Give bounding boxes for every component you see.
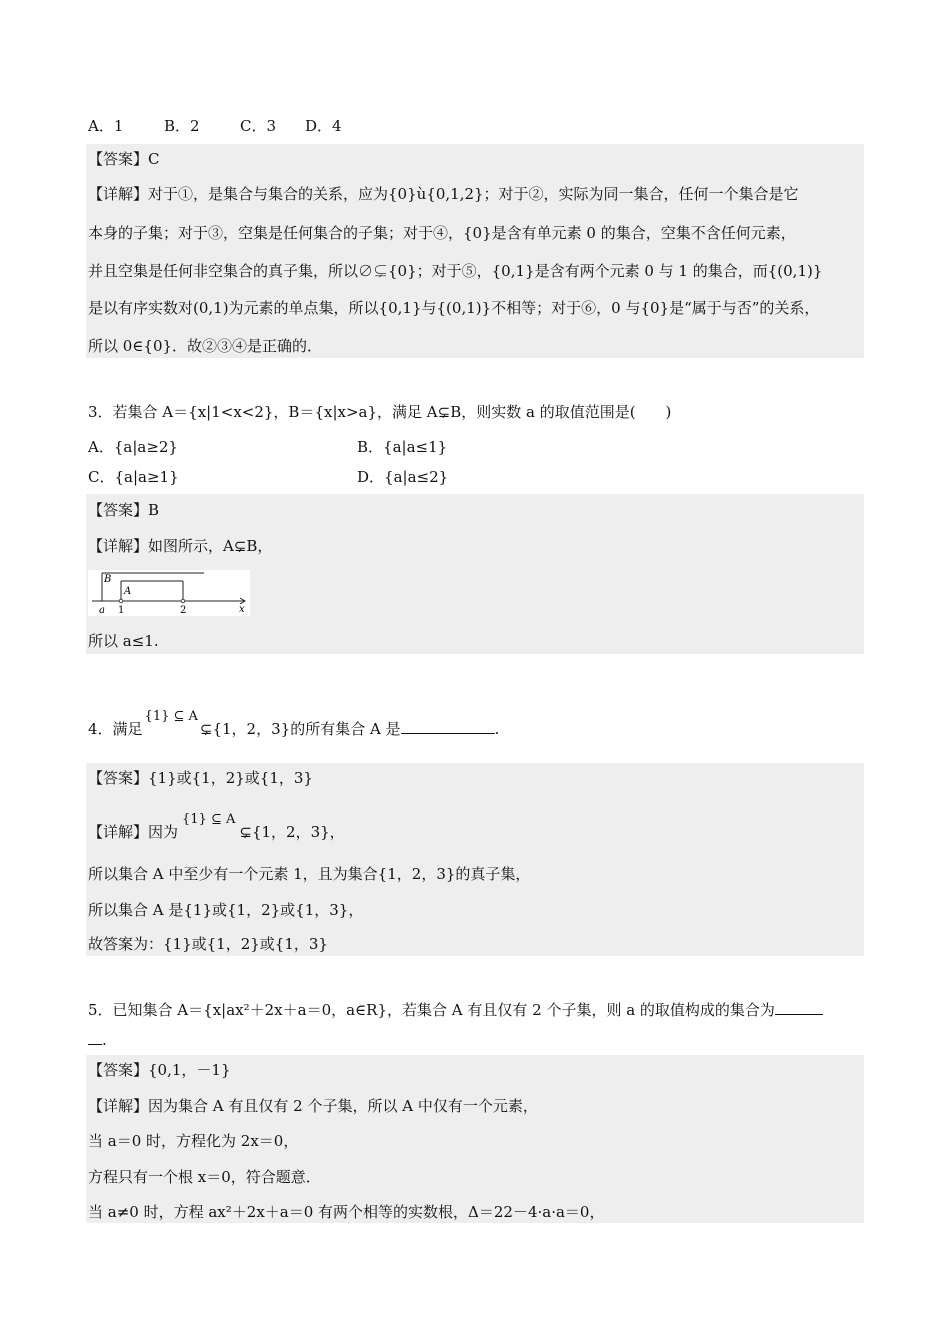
q2-detail-line-3: 并且空集是任何非空集合的真子集，所以∅⊊{0}；对于⑤，{0,1}是含有两个元素 0 与 1 的集合，而{(0,1)} [88, 262, 823, 280]
q4-stem-end: . [494, 720, 500, 738]
q3-option-c: C．{a|a≥1} [88, 468, 179, 486]
fig-tick-1: 1 [118, 605, 125, 616]
q5-stem-line-1 [88, 998, 823, 1020]
q5-blank-1 [775, 998, 823, 1015]
q4-answer: 【答案】{1}或{1，2}或{1，3} [88, 769, 313, 787]
q5-line-1: 【详解】因为集合 A 有且仅有 2 个子集，所以 A 中仅有一个元素， [88, 1097, 538, 1115]
q5-stem-line-2 [88, 1028, 107, 1050]
q4-detail-suffix: ⊊{1，2，3}， [239, 823, 345, 841]
q5-line-2: 当 a＝0 时，方程化为 2x＝0， [88, 1132, 299, 1150]
q4-blank [401, 717, 495, 734]
q3-option-d: D．{a|a≤2} [357, 468, 449, 486]
q4-line-1: 所以集合 A 中至少有一个元素 1，且为集合{1，2，3}的真子集， [88, 865, 531, 883]
fig-tick-a: a [99, 605, 105, 616]
fig-axis-x: x [239, 604, 245, 615]
q4-answer-box [86, 763, 864, 956]
q5-stem-end: . [102, 1031, 107, 1049]
q2-answer: 【答案】C [88, 150, 160, 168]
q2-detail-line-4: 是以有序实数对(0,1)为元素的单点集，所以{0,1}与{(0,1)}不相等；对于⑥，0 与{0}是“属于与否”的关系， [88, 299, 820, 317]
q4-line-3: 故答案为：{1}或{1，2}或{1，3} [88, 935, 328, 953]
q2-detail-line-5: 所以 0∈{0}．故②③④是正确的． [88, 337, 323, 355]
q4-stem-prefix: 4．满足 [88, 720, 143, 738]
option-c: C．3 [240, 117, 277, 135]
option-a: A．1 [88, 117, 124, 135]
fig-tick-2: 2 [180, 605, 187, 616]
q3-stem: 3．若集合 A＝{x|1<x<2}，B＝{x|x>a}，满足 A⊊B，则实数 a 的取值范围是( ) [88, 403, 672, 421]
q4-detail [88, 812, 345, 844]
q4-detail-prefix: 【详解】因为 [88, 823, 179, 841]
q5-answer: 【答案】{0,1，－1} [88, 1061, 231, 1079]
q2-answer-box [86, 144, 864, 358]
option-d: D．4 [305, 117, 342, 135]
q2-detail-line-1: 【详解】对于①，是集合与集合的关系，应为{0}ù{0,1,2}；对于②，实际为同一集合，任何一个集合是它 [88, 185, 799, 203]
option-b: B．2 [164, 117, 200, 135]
q3-detail: 【详解】如图所示，A⊊B， [88, 537, 273, 555]
fig-label-b: B [104, 574, 112, 585]
q3-conclusion: 所以 a≤1. [88, 632, 159, 650]
number-line-figure [88, 570, 250, 616]
q5-blank-2 [88, 1028, 102, 1045]
q3-option-a: A．{a|a≥2} [88, 438, 178, 456]
q4-stem [88, 709, 500, 741]
q3-option-b: B．{a|a≤1} [357, 438, 448, 456]
q5-line-3: 方程只有一个根 x＝0，符合题意． [88, 1168, 321, 1186]
q5-line-4: 当 a≠0 时，方程 ax²＋2x＋a＝0 有两个相等的实数根，Δ＝22－4·a·a＝0， [88, 1203, 605, 1221]
q4-detail-subset: {1} ⊆ A [182, 812, 236, 827]
q2-detail-line-2: 本身的子集；对于③，空集是任何集合的子集；对于④，{0}是含有单元素 0 的集合，空集不含任何元素， [88, 224, 796, 242]
q4-stem-suffix: ⊊{1，2，3}的所有集合 A 是 [199, 720, 401, 738]
fig-label-a: A [124, 586, 132, 597]
q4-line-2: 所以集合 A 是{1}或{1，2}或{1，3}， [88, 901, 364, 919]
q3-answer: 【答案】B [88, 501, 160, 519]
q5-stem-text: 5．已知集合 A＝{x|ax²＋2x＋a＝0，a∈R}，若集合 A 有且仅有 2 个子集，则 a 的取值构成的集合为 [88, 1001, 775, 1019]
q4-stem-subset: {1} ⊆ A [144, 709, 198, 724]
